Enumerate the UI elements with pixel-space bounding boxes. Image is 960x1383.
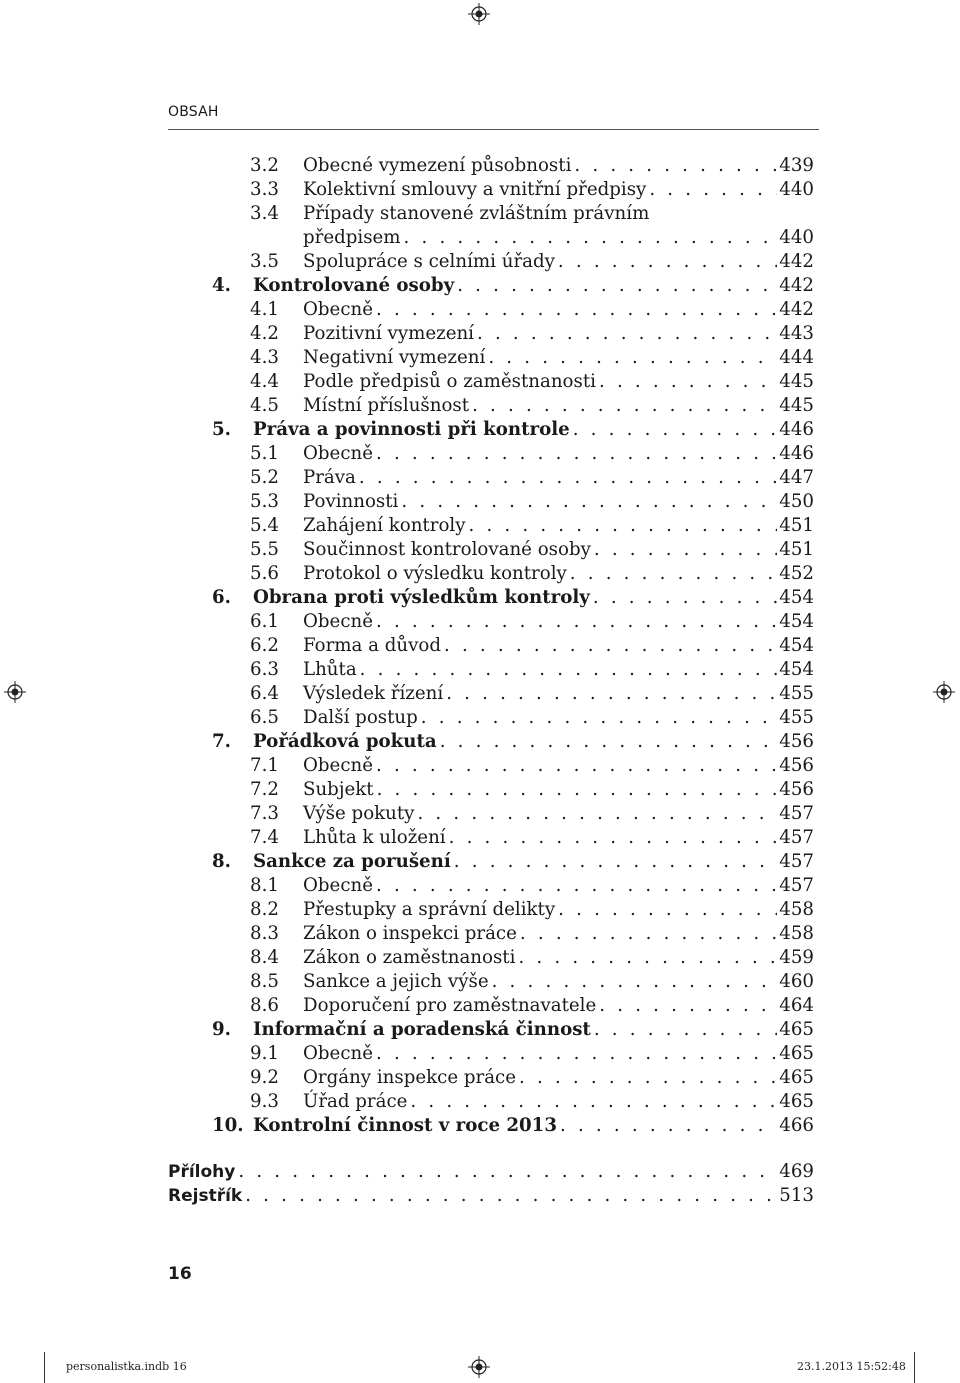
toc-entry xyxy=(250,706,814,730)
toc-entry-label xyxy=(303,538,814,562)
toc-entry-number: 3.4 xyxy=(250,203,279,224)
toc-entry-page: 446 xyxy=(779,419,814,440)
toc-entry-number: 5. xyxy=(212,419,231,440)
toc-leader-dots xyxy=(557,1114,777,1138)
toc-leader-dots xyxy=(451,850,778,874)
toc-entry-title: Obecně xyxy=(303,1043,373,1064)
toc-leader-dots xyxy=(437,730,778,754)
toc-entry xyxy=(250,1042,814,1066)
toc-entry-label xyxy=(303,778,814,802)
toc-entry-number: 9.2 xyxy=(250,1067,279,1088)
toc-entry-number: 8.5 xyxy=(250,971,279,992)
toc-entry-number: 6.3 xyxy=(250,659,279,680)
toc-entry-title: Forma a důvod xyxy=(303,635,441,656)
toc-entry xyxy=(250,946,814,970)
toc-entry-number: 5.2 xyxy=(250,467,279,488)
toc-entry xyxy=(250,610,814,634)
toc-leader-dots xyxy=(515,946,777,970)
toc-entry xyxy=(250,322,814,346)
toc-entry xyxy=(250,898,814,922)
toc-entry-label xyxy=(303,970,814,994)
toc-leader-dots xyxy=(465,514,777,538)
toc-entry-title: Obecně xyxy=(303,875,373,896)
toc-entry-page: 456 xyxy=(779,731,814,752)
toc-entry-label xyxy=(253,418,814,442)
toc-entry xyxy=(250,922,814,946)
toc-entry-label xyxy=(253,586,814,610)
toc-entry-page: 466 xyxy=(779,1115,814,1136)
toc-entry-number: 6.5 xyxy=(250,707,279,728)
toc-entry-number: 4.4 xyxy=(250,371,279,392)
toc-entry xyxy=(250,682,814,706)
toc-leader-dots xyxy=(418,706,778,730)
toc-entry xyxy=(250,658,814,682)
toc-entry-label xyxy=(303,634,814,658)
crop-mark xyxy=(914,1352,915,1383)
toc-leader-dots xyxy=(414,802,777,826)
toc-entry-label xyxy=(303,370,814,394)
toc-entry-page: 456 xyxy=(779,779,814,800)
toc-entry-title: Podle předpisů o zaměstnanosti xyxy=(303,371,596,392)
toc-entry-label xyxy=(303,658,814,682)
toc-entry-title: Rejstřík xyxy=(168,1186,243,1206)
toc-entry-title: Úřad práce xyxy=(303,1091,408,1112)
toc-entry-label xyxy=(303,562,814,586)
toc-entry-number: 5.1 xyxy=(250,443,279,464)
toc-entry-label xyxy=(303,682,814,706)
toc-entry-title: Práva xyxy=(303,467,356,488)
registration-mark-icon xyxy=(468,3,490,25)
toc-entry-title: Pořádková pokuta xyxy=(253,731,437,752)
toc-entry xyxy=(250,802,814,826)
toc-entry xyxy=(250,754,814,778)
toc-leader-dots xyxy=(571,154,777,178)
toc-entry-title: Zahájení kontroly xyxy=(303,515,466,536)
crop-mark xyxy=(44,1352,45,1383)
toc-entry-title: Zákon o zaměstnanosti xyxy=(303,947,516,968)
toc-entry-number: 4.3 xyxy=(250,347,279,368)
slug-file-info: personalistka.indb 16 xyxy=(66,1360,187,1373)
toc-entry-label xyxy=(303,754,814,778)
toc-entry-title: Obecně xyxy=(303,755,373,776)
toc-leader-dots xyxy=(596,994,777,1018)
toc-leader-dots xyxy=(454,274,777,298)
toc-entry-number: 8. xyxy=(212,851,231,872)
toc-entry-page: 442 xyxy=(779,251,814,272)
toc-entry-label xyxy=(303,442,814,466)
toc-entry-page: 444 xyxy=(779,347,814,368)
toc-entry xyxy=(250,994,814,1018)
toc-entry-page: 455 xyxy=(779,683,814,704)
toc-entry-title: Subjekt xyxy=(303,779,374,800)
toc-entry xyxy=(250,1066,814,1090)
toc-entry-label xyxy=(168,1160,814,1184)
toc-entry-label xyxy=(303,826,814,850)
toc-entry-title: Výše pokuty xyxy=(303,803,415,824)
toc-leader-dots xyxy=(570,418,778,442)
toc-entry-page: 465 xyxy=(779,1019,814,1040)
toc-entry-number: 6.2 xyxy=(250,635,279,656)
toc-entry-title: Obecně xyxy=(303,299,373,320)
toc-leader-dots xyxy=(596,370,777,394)
toc-leader-dots xyxy=(443,682,777,706)
toc-entry xyxy=(250,442,814,466)
toc-entry-number: 7.4 xyxy=(250,827,279,848)
toc-entry-page: 451 xyxy=(779,539,814,560)
toc-entry-number: 9. xyxy=(212,1019,231,1040)
toc-entry xyxy=(250,1090,814,1114)
toc-entry-label xyxy=(303,394,814,418)
toc-leader-dots xyxy=(485,346,777,370)
toc-entry-number: 3.3 xyxy=(250,179,279,200)
registration-mark-icon xyxy=(468,1356,490,1378)
toc-entry-label xyxy=(253,850,814,874)
toc-entry-title: Spolupráce s celními úřady xyxy=(303,251,555,272)
toc-entry-page: 465 xyxy=(779,1043,814,1064)
toc-entry-title: Výsledek řízení xyxy=(303,683,444,704)
toc-entry-page: 450 xyxy=(779,491,814,512)
toc-entry-number: 6. xyxy=(212,587,231,608)
toc-entry-page: 457 xyxy=(779,827,814,848)
toc-entry-page: 513 xyxy=(779,1185,814,1206)
toc-entry-page: 465 xyxy=(779,1091,814,1112)
toc-leader-dots xyxy=(555,250,777,274)
toc-entry-number: 3.5 xyxy=(250,251,279,272)
toc-entry-title: Lhůta xyxy=(303,659,357,680)
toc-entry-page: 457 xyxy=(779,875,814,896)
toc-leader-dots xyxy=(398,490,777,514)
toc-entry-number: 10. xyxy=(212,1115,244,1136)
toc-entry-label xyxy=(303,898,814,922)
toc-entry-title: Součinnost kontrolované osoby xyxy=(303,539,591,560)
toc-entry xyxy=(250,250,814,274)
registration-mark-icon xyxy=(933,681,955,703)
toc-leader-dots xyxy=(446,826,778,850)
toc-entry-title: Případy stanovené zvláštním právním xyxy=(303,203,650,224)
toc-entry-title: Místní příslušnost xyxy=(303,395,470,416)
toc-entry-label xyxy=(253,1114,814,1138)
toc-entry-title: Negativní vymezení xyxy=(303,347,486,368)
toc-leader-dots xyxy=(517,922,777,946)
toc-entry-title: Pozitivní vymezení xyxy=(303,323,474,344)
toc-entry xyxy=(250,538,814,562)
toc-entry-page: 460 xyxy=(779,971,814,992)
toc-entry-number: 8.6 xyxy=(250,995,279,1016)
toc-leader-dots xyxy=(474,322,777,346)
toc-entry xyxy=(168,1160,814,1184)
toc-entry-number: 4.2 xyxy=(250,323,279,344)
toc-entry-label xyxy=(303,1042,814,1066)
toc-entry xyxy=(250,874,814,898)
toc-entry-title: Kontrolní činnost v roce 2013 xyxy=(253,1115,557,1136)
toc-entry xyxy=(212,1018,814,1042)
toc-entry xyxy=(212,730,814,754)
toc-entry-page: 439 xyxy=(779,155,814,176)
toc-entry-number: 6.4 xyxy=(250,683,279,704)
toc-leader-dots xyxy=(373,298,777,322)
toc-entry-label xyxy=(303,178,814,202)
page-number: 16 xyxy=(168,1264,192,1284)
toc-entry-number: 6.1 xyxy=(250,611,279,632)
toc-entry xyxy=(250,466,814,490)
toc-entry-page: 465 xyxy=(779,1067,814,1088)
toc-entry-continued xyxy=(250,226,814,250)
toc-entry xyxy=(250,970,814,994)
toc-leader-dots xyxy=(489,970,778,994)
toc-leader-dots xyxy=(646,178,777,202)
toc-entry-title: Sankce za porušení xyxy=(253,851,451,872)
toc-entry-label xyxy=(303,946,814,970)
toc-entry xyxy=(212,418,814,442)
toc-entry-page: 440 xyxy=(779,179,814,200)
toc-entry-number: 3.2 xyxy=(250,155,279,176)
toc-leader-dots xyxy=(373,754,777,778)
toc-leader-dots xyxy=(555,898,777,922)
toc-entry-page: 446 xyxy=(779,443,814,464)
toc-entry-title: Sankce a jejich výše xyxy=(303,971,489,992)
toc-leader-dots xyxy=(374,778,778,802)
toc-entry-page: 459 xyxy=(779,947,814,968)
toc-entry-title: Zákon o inspekci práce xyxy=(303,923,517,944)
toc-entry-title: Lhůta k uložení xyxy=(303,827,446,848)
toc-entry-label xyxy=(168,1184,814,1208)
toc-entry-title: Doporučení pro zaměstnavatele xyxy=(303,995,597,1016)
toc-leader-dots xyxy=(591,538,777,562)
toc-entry xyxy=(212,850,814,874)
toc-entry xyxy=(250,778,814,802)
toc-entry-number: 9.1 xyxy=(250,1043,279,1064)
toc-leader-dots xyxy=(357,658,778,682)
toc-entry-page: 456 xyxy=(779,755,814,776)
toc-entry xyxy=(212,1114,814,1138)
toc-entry-title: Obrana proti výsledkům kontroly xyxy=(253,587,590,608)
toc-entry-title: Přílohy xyxy=(168,1162,236,1182)
toc-entry-number: 7.2 xyxy=(250,779,279,800)
toc-entry-page: 445 xyxy=(779,395,814,416)
toc-leader-dots xyxy=(356,466,777,490)
toc-entry xyxy=(250,490,814,514)
toc-entry-label xyxy=(303,1090,814,1114)
toc-entry-label xyxy=(253,730,814,754)
toc-entry-label xyxy=(303,994,814,1018)
toc-entry-label xyxy=(253,1018,814,1042)
toc-leader-dots xyxy=(373,1042,777,1066)
toc-entry-label xyxy=(303,706,814,730)
toc-entry-title: Práva a povinnosti při kontrole xyxy=(253,419,570,440)
toc-entry-label xyxy=(303,874,814,898)
toc-entry xyxy=(250,298,814,322)
toc-entry-label xyxy=(303,802,814,826)
toc-leader-dots xyxy=(401,226,778,250)
toc-entry-page: 454 xyxy=(779,587,814,608)
toc-entry-number: 4.1 xyxy=(250,299,279,320)
toc-entry-page: 469 xyxy=(779,1161,814,1182)
running-head: OBSAH xyxy=(168,104,219,120)
toc-entry-title: Povinnosti xyxy=(303,491,399,512)
toc-entry-label xyxy=(303,154,814,178)
toc-entry xyxy=(250,826,814,850)
toc-leader-dots xyxy=(567,562,777,586)
toc-entry-page: 464 xyxy=(779,995,814,1016)
toc-entry-page: 454 xyxy=(779,611,814,632)
toc-entry xyxy=(250,394,814,418)
toc-entry-page: 454 xyxy=(779,659,814,680)
toc-entry-title: Další postup xyxy=(303,707,418,728)
toc-entry-label xyxy=(303,1066,814,1090)
toc-entry-label xyxy=(303,514,814,538)
toc-entry-title: Kolektivní smlouvy a vnitřní předpisy xyxy=(303,179,647,200)
toc-entry-page: 447 xyxy=(779,467,814,488)
toc-entry xyxy=(212,586,814,610)
toc-entry-page: 458 xyxy=(779,899,814,920)
toc-entry-page: 455 xyxy=(779,707,814,728)
toc-entry-title: Protokol o výsledku kontroly xyxy=(303,563,567,584)
toc-entry-page: 458 xyxy=(779,923,814,944)
toc-entry-page: 457 xyxy=(779,803,814,824)
toc-entry-title: Informační a poradenská činnost xyxy=(253,1019,591,1040)
toc-entry-title: Obecné vymezení působnosti xyxy=(303,155,572,176)
toc-entry-label xyxy=(303,226,814,250)
toc-entry-page: 452 xyxy=(779,563,814,584)
toc-entry-title: Obecně xyxy=(303,443,373,464)
toc-entry-label xyxy=(303,298,814,322)
toc-entry-number: 4.5 xyxy=(250,395,279,416)
toc-entry-label xyxy=(303,322,814,346)
toc-entry-label xyxy=(303,466,814,490)
toc-entry-label xyxy=(303,346,814,370)
toc-entry-number: 9.3 xyxy=(250,1091,279,1112)
toc-entry-title: Kontrolované osoby xyxy=(253,275,455,296)
toc-entry-number: 7.1 xyxy=(250,755,279,776)
toc-entry-label xyxy=(303,922,814,946)
toc-entry xyxy=(250,514,814,538)
toc-entry-page: 440 xyxy=(779,227,814,248)
toc-entry-label xyxy=(303,202,814,226)
toc-entry xyxy=(250,562,814,586)
toc-entry-number: 8.3 xyxy=(250,923,279,944)
toc-leader-dots xyxy=(373,874,777,898)
toc-entry xyxy=(250,154,814,178)
toc-entry-title: Orgány inspekce práce xyxy=(303,1067,517,1088)
toc-entry-label xyxy=(253,274,814,298)
toc-entry xyxy=(212,274,814,298)
toc-leader-dots xyxy=(373,442,777,466)
slug-datetime: 23.1.2013 15:52:48 xyxy=(797,1360,906,1373)
toc-entry-page: 451 xyxy=(779,515,814,536)
toc-entry xyxy=(250,346,814,370)
toc-entry-number: 5.6 xyxy=(250,563,279,584)
header-rule xyxy=(168,129,819,130)
toc-entry-number: 7.3 xyxy=(250,803,279,824)
toc-entry xyxy=(250,202,814,226)
toc-entry-number: 5.5 xyxy=(250,539,279,560)
toc-entry-label xyxy=(303,250,814,274)
toc-entry-label xyxy=(303,490,814,514)
toc-entry-title: Obecně xyxy=(303,611,373,632)
toc-entry xyxy=(168,1184,814,1208)
toc-entry-page: 443 xyxy=(779,323,814,344)
toc-entry-title: Přestupky a správní delikty xyxy=(303,899,556,920)
toc-entry-number: 8.4 xyxy=(250,947,279,968)
toc-entry-page: 454 xyxy=(779,635,814,656)
toc-leader-dots xyxy=(516,1066,777,1090)
toc-leader-dots xyxy=(469,394,777,418)
toc-entry xyxy=(250,634,814,658)
toc-entry-number: 8.1 xyxy=(250,875,279,896)
toc-entry-page: 442 xyxy=(779,299,814,320)
toc-leader-dots xyxy=(591,1018,777,1042)
toc-entry-title-continued: předpisem xyxy=(303,227,401,248)
toc-entry-page: 457 xyxy=(779,851,814,872)
toc-entry-number: 8.2 xyxy=(250,899,279,920)
toc-leader-dots xyxy=(590,586,777,610)
toc-entry-page: 442 xyxy=(779,275,814,296)
toc-leader-dots xyxy=(407,1090,777,1114)
toc-leader-dots xyxy=(441,634,777,658)
toc-entry-number: 4. xyxy=(212,275,231,296)
toc-entry xyxy=(250,370,814,394)
registration-mark-icon xyxy=(4,681,26,703)
toc-entry-number: 5.3 xyxy=(250,491,279,512)
toc-leader-dots xyxy=(373,610,777,634)
toc-leader-dots xyxy=(235,1160,777,1184)
toc-entry-label xyxy=(303,610,814,634)
toc-entry-number: 7. xyxy=(212,731,231,752)
toc-entry-page: 445 xyxy=(779,371,814,392)
toc-leader-dots xyxy=(242,1184,777,1208)
toc-entry-number: 5.4 xyxy=(250,515,279,536)
toc-entry xyxy=(250,178,814,202)
